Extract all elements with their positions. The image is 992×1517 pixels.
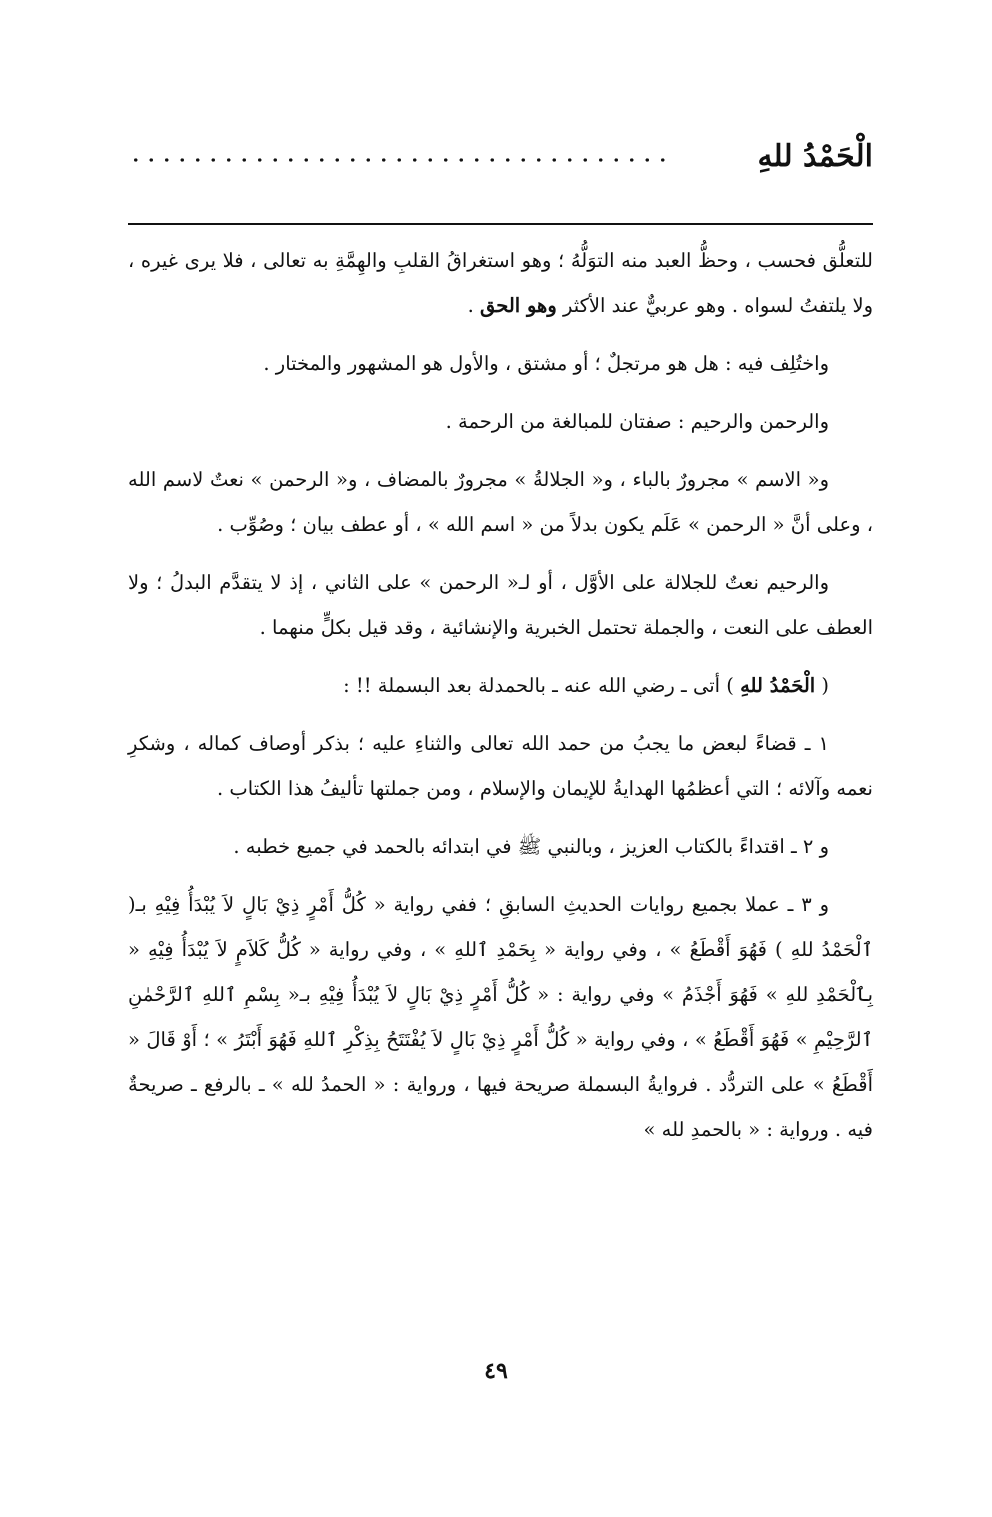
paragraph-1-tail: . (467, 294, 474, 317)
page-number: ٤٩ (484, 1358, 508, 1384)
running-header (128, 135, 873, 185)
paragraph-6-lead: ( (815, 674, 829, 697)
paragraph-4 (128, 457, 873, 547)
paragraph-5 (128, 560, 873, 650)
header-rule (128, 223, 873, 225)
paragraph-4-text: و« الاسم » مجرورٌ بالباء ، و« الجلالةُ » مجرورٌ بالمضاف ، و« الرحمن » نعتٌ لاسم الله ، وعلى أنَّ « الرحمن » عَلَم يكون بدلاً من « اسم الله » ، أو عطف بيان ؛ وصُوِّب . (128, 468, 873, 536)
paragraph-6-bold-heading: الْحَمْدُ للهِ (740, 674, 816, 697)
paragraph-3 (128, 399, 873, 444)
paragraph-9-text: و ٣ ـ عملا بجميع روايات الحديثِ السابقِ ؛ ففي رواية « كُلُّ أَمْرٍ ذِيْ بَالٍ لاَ يُبْدَأُ فِيْهِ بـ( ٱلْحَمْدُ للهِ ) فَهُوَ أَقْطَعُ » ، وفي رواية « بِحَمْدِ ٱللهِ » ، وفي رواية « كُلُّ كَلاَمٍ لاَ يُبْدَأُ فِيْهِ « بِٱلْحَمْدِ للهِ » فَهُوَ أَجْذَمُ » وفي رواية : « كُلُّ أَمْرٍ ذِيْ بَالٍ لاَ يُبْدَأُ فِيْهِ بـ« بِسْمِ ٱللهِ ٱلرَّحْمٰنِ ٱلرَّحِيْمِ » فَهُوَ أَقْطَعُ » ، وفي رواية « كُلُّ أَمْرٍ ذِيْ بَالٍ لاَ يُفْتَتَحُ بِذِكْرِ ٱللهِ فَهُوَ أَبْتَرُ » ؛ أَوْ قَالَ « أَقْطَعُ » على التردُّد . فروايةُ البسملة صريحة فيها ، ورواية : « الحمدُ لله » ـ بالرفع ـ صريحةٌ فيه . ورواية : « بالحمدِ لله » (128, 893, 873, 1141)
running-header-title: الْحَمْدُ للهِ (757, 139, 873, 174)
paragraph-3-text: والرحمن والرحيم : صفتان للمبالغة من الرحمة . (445, 410, 829, 433)
paragraph-8 (128, 824, 873, 869)
paragraph-7 (128, 721, 873, 811)
paragraph-9 (128, 882, 873, 1152)
body-text (128, 238, 873, 1165)
paragraph-5-text: والرحيم نعتٌ للجلالة على الأوَّل ، أو لـ« الرحمن » على الثاني ، إذ لا يتقدَّم البدلُ ؛ ولا العطف على النعت ، والجملة تحتمل الخبرية والإنشائية ، وقد قيل بكلٍّ منهما . (128, 571, 873, 639)
paragraph-1-text: للتعلُّق فحسب ، وحظُّ العبد منه التوَلُّهُ ؛ وهو استغراقُ القلبِ والهِمَّةِ به تعالى ، فلا يرى غيره ، ولا يلتفتُ لسواه . وهو عربيٌّ عند الأكثر (128, 249, 873, 317)
paragraph-1 (128, 238, 873, 328)
paragraph-2-text: واختُلِف فيه : هل هو مرتجلٌ ؛ أو مشتق ، والأول هو المشهور والمختار . (263, 352, 829, 375)
paragraph-6-text: ) أتى ـ رضي الله عنه ـ بالحمدلة بعد البسملة !! : (343, 674, 741, 697)
paragraph-1-bold-phrase: وهو الحق (479, 294, 557, 317)
paragraph-8-text: و ٢ ـ اقتداءً بالكتاب العزيز ، وبالنبي ﷺ في ابتدائه بالحمد في جميع خطبه . (233, 835, 829, 858)
paragraph-6 (128, 663, 873, 708)
paragraph-2 (128, 341, 873, 386)
header-dot-leader (128, 157, 673, 163)
paragraph-7-text: ١ ـ قضاءً لبعض ما يجبُ من حمد الله تعالى والثناءِ عليه ؛ بذكر أوصاف كماله ، وشكرِ نعمه وآلائه ؛ التي أعظمُها الهدايةُ للإيمان والإسلام ، ومن جملتها تأليفُ هذا الكتاب . (128, 732, 873, 800)
